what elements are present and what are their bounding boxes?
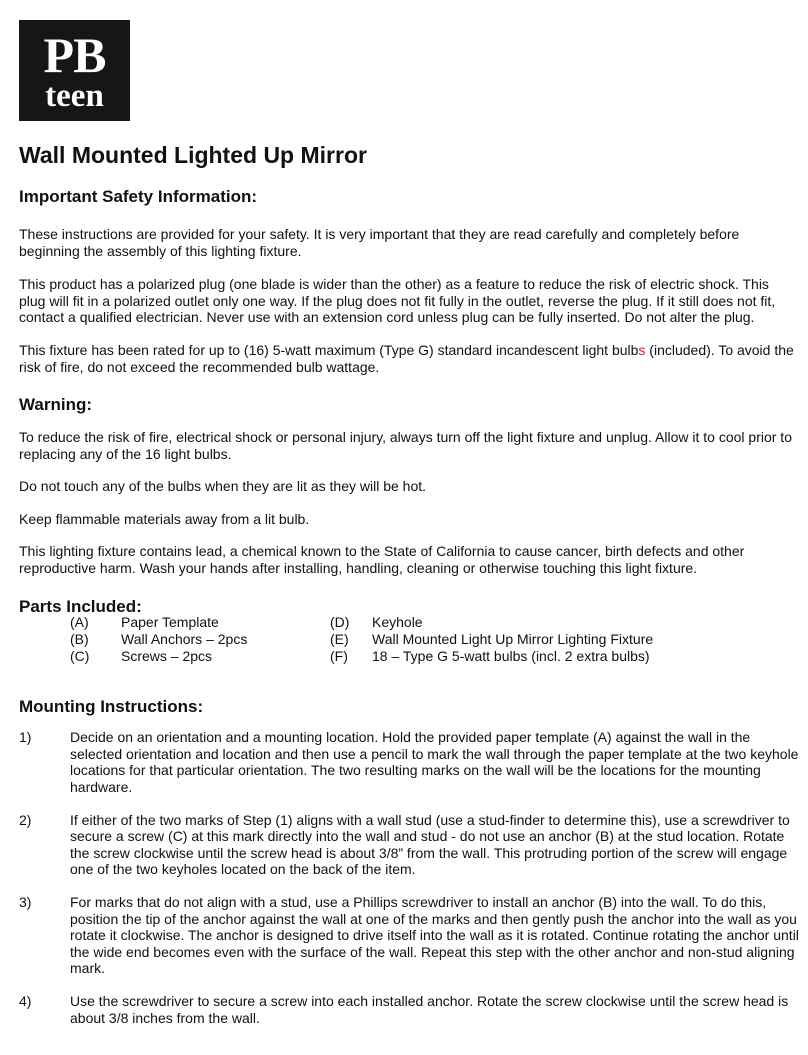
parts-row	[19, 614, 779, 631]
safety-paragraph-2: This product has a polarized plug (one blade is wider than the other) as a feature to reduce the risk of electric shock. This plug will fit in a polarized outlet only one way. If the plug does not fit fully in the outlet, reverse the plug. If it still does not fit, contact a qualified electrician. Never use with an extension cord unless plug can be fully inserted. Do not alter the plug.	[19, 276, 776, 325]
warning-paragraph-2: Do not touch any of the bulbs when they are lit as they will be hot.	[19, 478, 427, 494]
parts-row	[19, 648, 779, 665]
safety-paragraph-3-a: This fixture has been rated for up to (16) 5-watt maximum (Type G) standard incandescent light bulb	[19, 342, 639, 358]
step-number: 2)	[19, 811, 32, 828]
mounting-step	[19, 993, 799, 1026]
step-text: If either of the two marks of Step (1) aligns with a wall stud (use a stud-finder to determine this), use a screwdriver to secure a screw (C) at this mark directly into the wall and stud - do not use an anchor (B) at the stud location. Rotate the screw clockwise until the screw head is about 3/8” from the wall. This protruding portion of the screw will engage one of the two keyholes located on the back of the item.	[70, 811, 790, 877]
mounting-step	[19, 812, 799, 878]
part-name: Keyhole	[372, 614, 423, 630]
part-name: Screws – 2pcs	[121, 648, 213, 664]
warning-paragraph-4: This lighting fixture contains lead, a chemical known to the State of California to cause cancer, birth defects and other reproductive harm. Wash your hands after installing, handling, cleaning or otherwise touching this light fixture.	[19, 543, 745, 576]
highlighted-letter: s	[638, 342, 646, 358]
warning-paragraph-3: Keep flammable materials away from a lit bulb.	[19, 511, 310, 527]
step-text: Decide on an orientation and a mounting location. Hold the provided paper template (A) against the wall in the selected orientation and location and then use a pencil to mark the wall through the paper template at the two keyhole locations for that particular orientation. The two resulting marks on the wall will be the locations for the mounting hardware.	[70, 729, 799, 795]
part-name: Wall Mounted Light Up Mirror Lighting Fixture	[372, 631, 654, 647]
safety-paragraph-1: These instructions are provided for your safety. It is very important that they are read carefully and completely before beginning the assembly of this lighting fixture.	[19, 226, 740, 259]
step-number: 1)	[19, 729, 32, 745]
part-name: 18 – Type G 5-watt bulbs (incl. 2 extra bulbs)	[372, 648, 650, 664]
mounting-heading: Mounting Instructions:	[19, 697, 204, 716]
logo-text-pb: PB	[43, 27, 106, 83]
part-name: Paper Template	[121, 614, 219, 630]
mounting-step	[19, 729, 799, 795]
parts-list	[19, 614, 779, 665]
warning-paragraph-1: To reduce the risk of fire, electrical shock or personal injury, always turn off the light fixture and unplug. Allow it to cool prior to replacing any of the 16 light bulbs.	[19, 429, 792, 462]
step-number: 4)	[19, 993, 32, 1009]
part-code: (C)	[70, 648, 90, 664]
part-code: (F)	[330, 648, 348, 664]
page-title: Wall Mounted Lighted Up Mirror	[19, 142, 367, 168]
step-number: 3)	[19, 894, 32, 910]
safety-paragraph-3	[19, 342, 799, 375]
safety-heading: Important Safety Information:	[19, 187, 258, 206]
mounting-step	[19, 894, 799, 977]
part-code: (B)	[70, 631, 89, 647]
part-code: (A)	[70, 614, 89, 630]
parts-row	[19, 631, 779, 648]
warning-heading: Warning:	[19, 395, 93, 414]
part-name: Wall Anchors – 2pcs	[121, 631, 248, 647]
part-code: (D)	[330, 614, 350, 630]
parts-heading: Parts Included:	[19, 597, 142, 616]
part-code: (E)	[330, 631, 349, 647]
step-text: Use the screwdriver to secure a screw into each installed anchor. Rotate the screw clockwise until the screw head is about 3/8 inches from the wall.	[70, 993, 789, 1026]
mounting-steps	[19, 729, 799, 1043]
safety-paragraph-3-b: (included). To avoid the risk of fire, do not exceed the recommended bulb wattage.	[19, 342, 794, 375]
logo-text-teen: teen	[45, 78, 104, 114]
step-text: For marks that do not align with a stud, use a Phillips screwdriver to install an anchor (B) into the wall. To do this, position the tip of the anchor against the wall at one of the marks and then gently push the anchor into the wall as you rotate it clockwise. The anchor is designed to drive itself into the wall as it is rotated. Continue rotating the anchor until the wide end becomes even with the surface of the wall. Repeat this step with the other anchor and non-stud aligning mark.	[70, 894, 799, 976]
pb-teen-logo	[19, 20, 130, 121]
